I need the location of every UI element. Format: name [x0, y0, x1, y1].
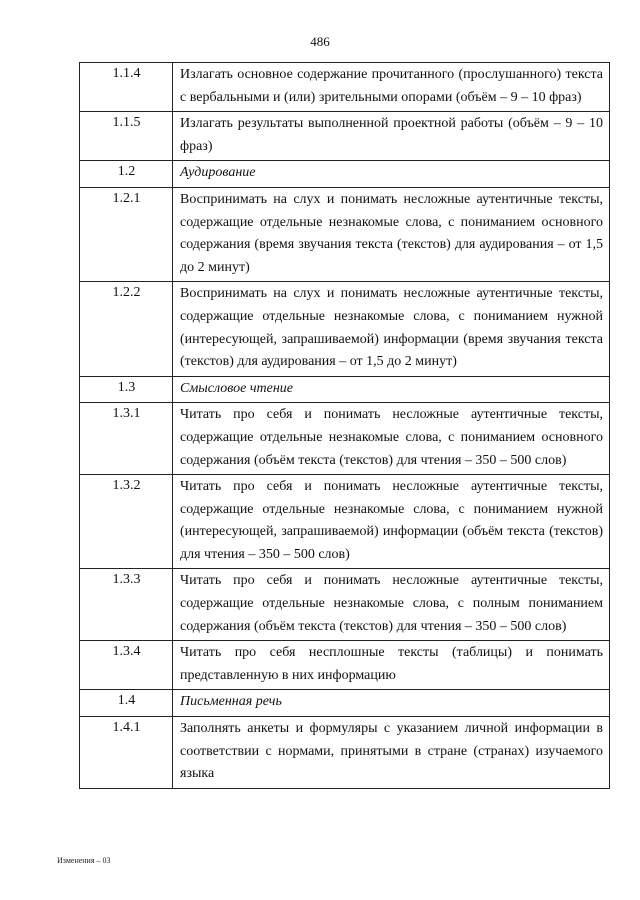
row-number: 1.3.2 — [80, 475, 173, 569]
row-number: 1.2.1 — [80, 187, 173, 281]
table-row — [80, 63, 610, 112]
section-number: 1.4 — [80, 690, 173, 717]
row-text: Воспринимать на слух и понимать несложные аутентичные тексты, содержащие отдельные незнакомые слова, с пониманием нужной (интересующей, запрашиваемой) информации (время звучания текста (текстов) для аудирования – от 1,5 до 2 минут) — [173, 282, 610, 376]
requirements-table — [79, 62, 610, 789]
row-text: Заполнять анкеты и формуляры с указанием личной информации в соответствии с нормами, принятыми в стране (странах) изучаемого языка — [173, 717, 610, 789]
section-title: Аудирование — [173, 161, 610, 188]
table-row — [80, 569, 610, 641]
page-number: 486 — [310, 34, 330, 49]
row-number: 1.4.1 — [80, 717, 173, 789]
table-row — [80, 475, 610, 569]
section-heading-row — [80, 161, 610, 188]
section-number: 1.2 — [80, 161, 173, 188]
table-row — [80, 187, 610, 281]
section-title: Смысловое чтение — [173, 376, 610, 403]
table-row — [80, 282, 610, 376]
row-text: Читать про себя несплошные тексты (таблицы) и понимать представленную в них информацию — [173, 641, 610, 690]
row-number: 1.3.3 — [80, 569, 173, 641]
section-title: Письменная речь — [173, 690, 610, 717]
row-text: Читать про себя и понимать несложные аутентичные тексты, содержащие отдельные незнакомые слова, с пониманием основного содержания (объём текста (текстов) для чтения – 350 – 500 слов) — [173, 403, 610, 475]
row-text: Воспринимать на слух и понимать несложные аутентичные тексты, содержащие отдельные незнакомые слова, с пониманием основного содержания (время звучания текста (текстов) для аудирования – от 1,5 до 2 минут) — [173, 187, 610, 281]
row-number: 1.2.2 — [80, 282, 173, 376]
table-row — [80, 112, 610, 161]
section-heading-row — [80, 376, 610, 403]
table-row — [80, 403, 610, 475]
section-heading-row — [80, 690, 610, 717]
table-row — [80, 641, 610, 690]
row-number: 1.1.4 — [80, 63, 173, 112]
row-number: 1.3.1 — [80, 403, 173, 475]
revision-footer: Изменения – 03 — [57, 856, 111, 865]
table-row — [80, 717, 610, 789]
row-text: Излагать результаты выполненной проектной работы (объём – 9 – 10 фраз) — [173, 112, 610, 161]
row-text: Излагать основное содержание прочитанного (прослушанного) текста с вербальными и (или) зрительными опорами (объём – 9 – 10 фраз) — [173, 63, 610, 112]
row-text: Читать про себя и понимать несложные аутентичные тексты, содержащие отдельные незнакомые слова, с полным пониманием содержания (объём текста (текстов) для чтения – 350 – 500 слов) — [173, 569, 610, 641]
row-text: Читать про себя и понимать несложные аутентичные тексты, содержащие отдельные незнакомые слова, с пониманием нужной (интересующей, запрашиваемой) информации (объём текста (текстов) для чтения – 350 – 500 слов) — [173, 475, 610, 569]
section-number: 1.3 — [80, 376, 173, 403]
row-number: 1.3.4 — [80, 641, 173, 690]
row-number: 1.1.5 — [80, 112, 173, 161]
